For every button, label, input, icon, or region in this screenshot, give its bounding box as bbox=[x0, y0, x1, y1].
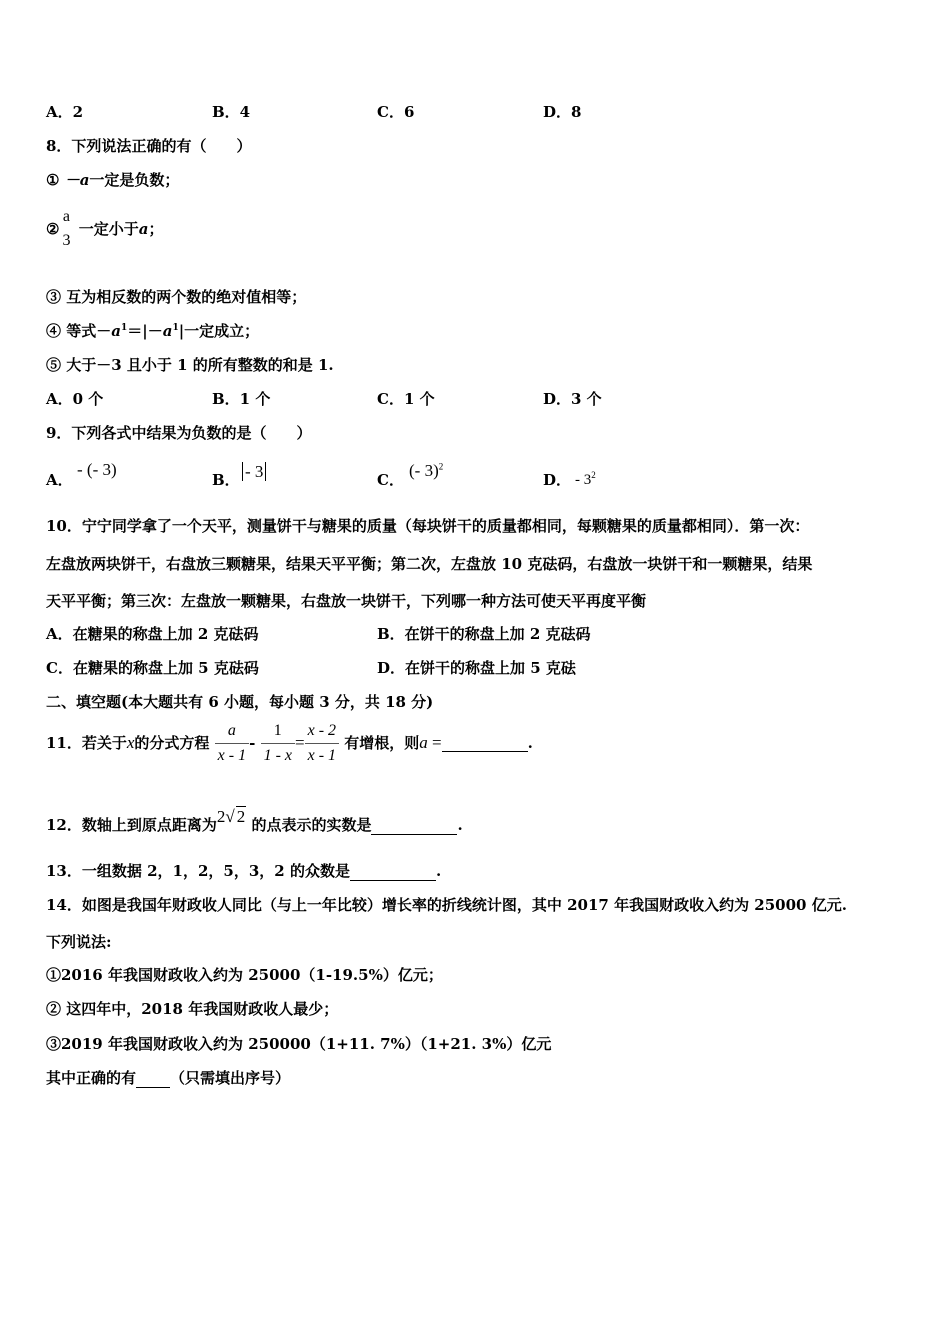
q10-line-3: 天平平衡；第三次：左盘放一颗糖果，右盘放一块饼干，下列哪一种方法可使天平再度平衡 bbox=[46, 592, 647, 610]
q7-option-d: D．8 bbox=[543, 103, 582, 121]
q8-s4-b: ＝|－ bbox=[127, 322, 163, 340]
q12-answer-blank[interactable] bbox=[371, 818, 457, 835]
q11-f2-den: 1 - x bbox=[263, 746, 293, 764]
q9-option-d-label: D． bbox=[543, 471, 572, 489]
q7-option-c: C．6 bbox=[377, 103, 415, 121]
q9-option-a-label: A． bbox=[46, 471, 73, 489]
q8-s2-text: 一定小于 bbox=[78, 220, 139, 238]
q11-a-var: a bbox=[419, 733, 428, 752]
q13-answer-blank[interactable] bbox=[350, 864, 436, 881]
q12-sqrt-sign: √ bbox=[225, 807, 235, 826]
q8-s4-a: ④ 等式－ bbox=[46, 322, 112, 340]
q9-option-b-label: B． bbox=[212, 471, 240, 489]
q11-eq: = bbox=[295, 733, 305, 752]
q14-line-1: 14．如图是我国年财政收人同比（与上一年比较）增长率的折线统计图，其中 2017 年我国财政收入约为 25000 亿元. bbox=[46, 896, 847, 914]
q12-suffix: 的点表示的实数是 bbox=[251, 816, 372, 834]
q8-s2-fraction bbox=[59, 205, 73, 253]
q11-mid: 的分式方程 bbox=[134, 734, 210, 752]
q8-s1-prefix: ① bbox=[46, 171, 60, 189]
q11-prefix: 11．若关于 bbox=[46, 734, 127, 752]
q14-answer-blank[interactable] bbox=[136, 1071, 170, 1088]
q9-option-c-label: C． bbox=[377, 471, 404, 489]
q8-s4-exp2: 1 bbox=[172, 323, 179, 333]
q9-option-d-expr: - 3 bbox=[575, 472, 592, 488]
q12-radicand: 2 bbox=[236, 807, 246, 826]
q9-option-d-expr-wrap bbox=[575, 470, 596, 490]
q8-option-b: B．1 个 bbox=[212, 390, 271, 408]
q8-option-d: D．3 个 bbox=[543, 390, 602, 408]
q12-prefix: 12．数轴上到原点距离为 bbox=[46, 816, 217, 834]
q12 bbox=[46, 807, 463, 835]
q11-minus: - bbox=[249, 734, 256, 752]
q11-end: . bbox=[527, 734, 533, 752]
q14-statement-2: ② 这四年中，2018 年我国财政收人最少； bbox=[46, 1000, 339, 1018]
q8-statement-1 bbox=[46, 170, 179, 190]
q12-radical bbox=[217, 807, 246, 826]
q9-option-c-exp: 2 bbox=[438, 461, 444, 472]
q10-option-a: A．在糖果的称盘上加 2 克砝码 bbox=[46, 625, 259, 643]
q8-s4-c: |一定成立； bbox=[178, 322, 260, 340]
q14-line-2: 下列说法: bbox=[46, 933, 112, 951]
q8-stem: 8．下列说法正确的有（ ） bbox=[46, 137, 252, 155]
q14-statement-1: ①2016 年我国财政收入约为 25000（1-19.5%）亿元； bbox=[46, 966, 443, 984]
q8-s1-var: －a bbox=[64, 171, 90, 189]
q9-option-c-expr: (- 3) bbox=[409, 461, 439, 480]
q8-s2-den: 3 bbox=[62, 232, 71, 249]
q8-option-c: C．1 个 bbox=[377, 390, 435, 408]
q11-f1-den: x - 1 bbox=[217, 746, 247, 764]
q8-s1-text: 一定是负数； bbox=[89, 171, 180, 189]
q13-text: 13．一组数据 2，1，2，5，3，2 的众数是 bbox=[46, 862, 350, 880]
q7-option-b: B．4 bbox=[212, 103, 251, 121]
q14-statement-3: ③2019 年我国财政收入约为 250000（1+11. 7%）（1+21. 3%）亿元 bbox=[46, 1035, 552, 1053]
q11-fraction-1 bbox=[215, 719, 249, 768]
q8-statement-3: ③ 互为相反数的两个数的绝对值相等； bbox=[46, 288, 307, 306]
q8-s2-var: a bbox=[138, 220, 149, 238]
q14-last bbox=[46, 1068, 290, 1088]
q12-end: . bbox=[457, 816, 463, 834]
q11-f3-num: x - 2 bbox=[305, 719, 339, 744]
q9-option-b-expr-wrap bbox=[242, 462, 266, 482]
q11-f2-num: 1 bbox=[261, 719, 295, 744]
section-2-heading: 二、填空题(本大题共有 6 小题，每小题 3 分，共 18 分) bbox=[46, 693, 434, 711]
q10-option-c: C．在糖果的称盘上加 5 克砝码 bbox=[46, 659, 259, 677]
q11-suffix: 有增根，则 bbox=[344, 734, 420, 752]
q11-f1-num: a bbox=[215, 719, 249, 744]
q8-statement-4 bbox=[46, 321, 259, 341]
q8-s4-var: a bbox=[111, 322, 121, 340]
q11-f3-den: x - 1 bbox=[307, 746, 337, 764]
q12-coef: 2 bbox=[216, 807, 226, 826]
q9-stem: 9．下列各式中结果为负数的是（ ） bbox=[46, 424, 312, 442]
q8-s2-num: a bbox=[62, 208, 70, 225]
q7-option-a: A．2 bbox=[46, 103, 84, 121]
q9-option-b-expr: - 3 bbox=[242, 462, 266, 481]
q11-a-eq: = bbox=[427, 733, 442, 752]
q8-s4-exp: 1 bbox=[120, 323, 128, 333]
q13 bbox=[46, 861, 441, 881]
q9-option-c-expr-wrap bbox=[409, 461, 443, 481]
q11 bbox=[46, 718, 533, 768]
q10-line-2: 左盘放两块饼干，右盘放三颗糖果，结果天平平衡；第二次，左盘放 10 克砝码，右盘放一块饼干和一颗糖果，结果 bbox=[46, 555, 813, 573]
q8-s2-prefix: ② bbox=[46, 220, 60, 238]
q9-option-a-expr: - (- 3) bbox=[77, 460, 117, 479]
q8-statement-2 bbox=[46, 204, 163, 253]
q10-option-d: D．在饼干的称盘上加 5 克砝 bbox=[377, 659, 576, 677]
q10-option-b: B．在饼干的称盘上加 2 克砝码 bbox=[377, 625, 591, 643]
q11-fraction-2 bbox=[261, 719, 295, 768]
q8-s4-var2: a bbox=[162, 322, 173, 340]
q8-s2-end: ； bbox=[148, 220, 164, 238]
q11-var: x bbox=[126, 733, 135, 752]
q14-last-b: （只需填出序号） bbox=[170, 1069, 291, 1087]
q9-option-d-exp: 2 bbox=[591, 470, 596, 480]
q14-last-a: 其中正确的有 bbox=[46, 1069, 137, 1087]
q11-fraction-3 bbox=[305, 719, 339, 768]
q10-line-1: 10．宁宁同学拿了一个天平，测量饼干与糖果的质量（每块饼干的质量都相同，每颗糖果的质量都相同）．第一次： bbox=[46, 517, 810, 535]
q8-option-a: A．0 个 bbox=[46, 390, 104, 408]
q13-end: . bbox=[435, 862, 442, 880]
q11-answer-blank[interactable] bbox=[442, 735, 528, 752]
q8-statement-5: ⑤ 大于－3 且小于 1 的所有整数的和是 1. bbox=[46, 356, 334, 374]
